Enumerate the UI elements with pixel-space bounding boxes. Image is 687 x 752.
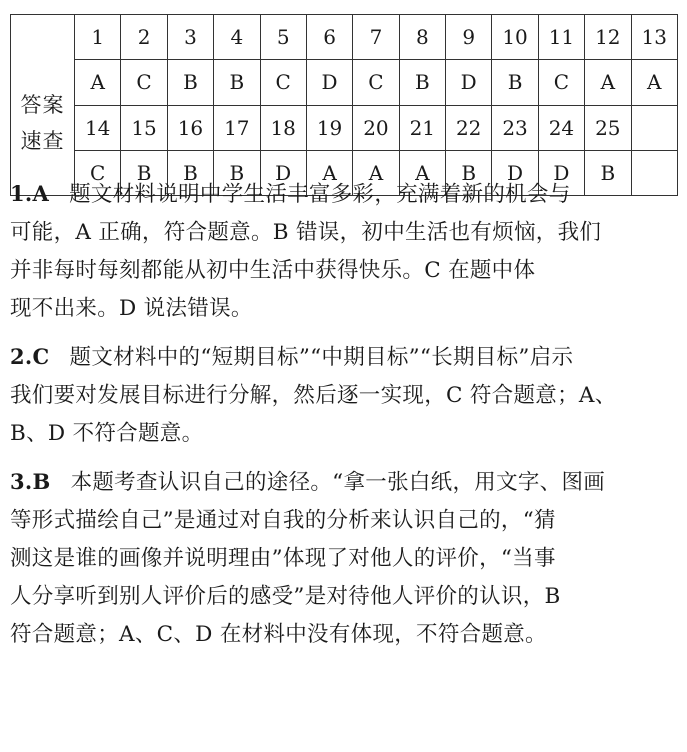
answer-cell: B [167, 60, 213, 105]
table-row-answers-1 [11, 60, 678, 105]
question-number-cell: 21 [399, 105, 445, 150]
table-header-label [11, 15, 75, 196]
answer-cell: B [214, 150, 260, 195]
header-label-line1: 答案 [20, 93, 65, 117]
question-number-cell: 1 [75, 15, 121, 60]
question-number-cell: 2 [121, 15, 167, 60]
question-number-cell: 25 [585, 105, 631, 150]
explanation-line: 测这是谁的画像并说明理由”体现了对他人的评价，“当事 [10, 546, 556, 571]
question-number-cell: 23 [492, 105, 538, 150]
answer-cell: B [167, 150, 213, 195]
question-number-cell: 17 [214, 105, 260, 150]
answer-cell: D [446, 60, 492, 105]
explanation-label: 3.B [10, 469, 51, 494]
answer-cell: A [353, 150, 399, 195]
answer-quick-check-table [10, 14, 678, 196]
explanation-item-3 [10, 463, 682, 654]
question-number-cell: 18 [260, 105, 306, 150]
explanation-line: 人分享听到别人评价后的感受”是对待他人评价的认识，B [10, 584, 561, 609]
answer-cell: A [585, 60, 631, 105]
explanation-item-1 [10, 175, 682, 328]
explanation-label: 1.A [10, 181, 50, 206]
answer-cell: B [399, 60, 445, 105]
answer-cell: A [75, 60, 121, 105]
explanation-line: B、D 不符合题意。 [10, 421, 204, 446]
question-number-cell: 19 [306, 105, 352, 150]
answer-cell: A [399, 150, 445, 195]
answer-cell: C [75, 150, 121, 195]
explanation-line: 我们要对发展目标进行分解，然后逐一实现，C 符合题意；A、 [10, 383, 617, 408]
answer-cell: B [214, 60, 260, 105]
explanation-label: 2.C [10, 344, 50, 369]
explanation-line: 现不出来。D 说法错误。 [10, 296, 253, 321]
explanation-line: 题文材料中的“短期目标”“中期目标”“长期目标”启示 [69, 345, 574, 370]
empty-cell [631, 105, 678, 150]
question-number-cell: 5 [260, 15, 306, 60]
explanation-line: 题文材料说明中学生活丰富多彩，充满着新的机会与 [69, 182, 571, 207]
question-number-cell: 22 [446, 105, 492, 150]
question-number-cell: 3 [167, 15, 213, 60]
question-number-cell: 7 [353, 15, 399, 60]
explanations-section [10, 175, 682, 654]
question-number-cell: 13 [631, 15, 678, 60]
answer-cell: D [260, 150, 306, 195]
question-number-cell: 24 [538, 105, 584, 150]
answer-cell: B [121, 150, 167, 195]
answer-cell: D [538, 150, 584, 195]
answer-cell: C [260, 60, 306, 105]
table-row-numbers-1 [11, 15, 678, 60]
question-number-cell: 16 [167, 105, 213, 150]
answer-cell: B [446, 150, 492, 195]
answer-cell: C [353, 60, 399, 105]
answer-cell: A [306, 150, 352, 195]
question-number-cell: 14 [75, 105, 121, 150]
answer-cell: C [538, 60, 584, 105]
question-number-cell: 11 [538, 15, 584, 60]
question-number-cell: 8 [399, 15, 445, 60]
explanation-item-2 [10, 338, 682, 453]
explanation-line: 可能，A 正确，符合题意。B 错误，初中生活也有烦恼，我们 [10, 220, 602, 245]
table-row-numbers-2 [11, 105, 678, 150]
answer-cell: D [306, 60, 352, 105]
question-number-cell: 10 [492, 15, 538, 60]
question-number-cell: 20 [353, 105, 399, 150]
header-label-line2: 速查 [20, 129, 65, 153]
question-number-cell: 15 [121, 105, 167, 150]
explanation-line: 本题考查认识自己的途径。“拿一张白纸，用文字、图画 [70, 470, 606, 495]
answer-cell: A [631, 60, 678, 105]
answer-cell: B [585, 150, 631, 195]
question-number-cell: 9 [446, 15, 492, 60]
answer-cell: B [492, 60, 538, 105]
answer-cell: C [121, 60, 167, 105]
explanation-line: 并非每时每刻都能从初中生活中获得快乐。C 在题中体 [10, 258, 536, 283]
explanation-line: 符合题意；A、C、D 在材料中没有体现，不符合题意。 [10, 622, 547, 647]
question-number-cell: 4 [214, 15, 260, 60]
question-number-cell: 12 [585, 15, 631, 60]
question-number-cell: 6 [306, 15, 352, 60]
answer-cell: D [492, 150, 538, 195]
explanation-line: 等形式描绘自己”是通过对自我的分析来认识自己的，“猜 [10, 508, 556, 533]
